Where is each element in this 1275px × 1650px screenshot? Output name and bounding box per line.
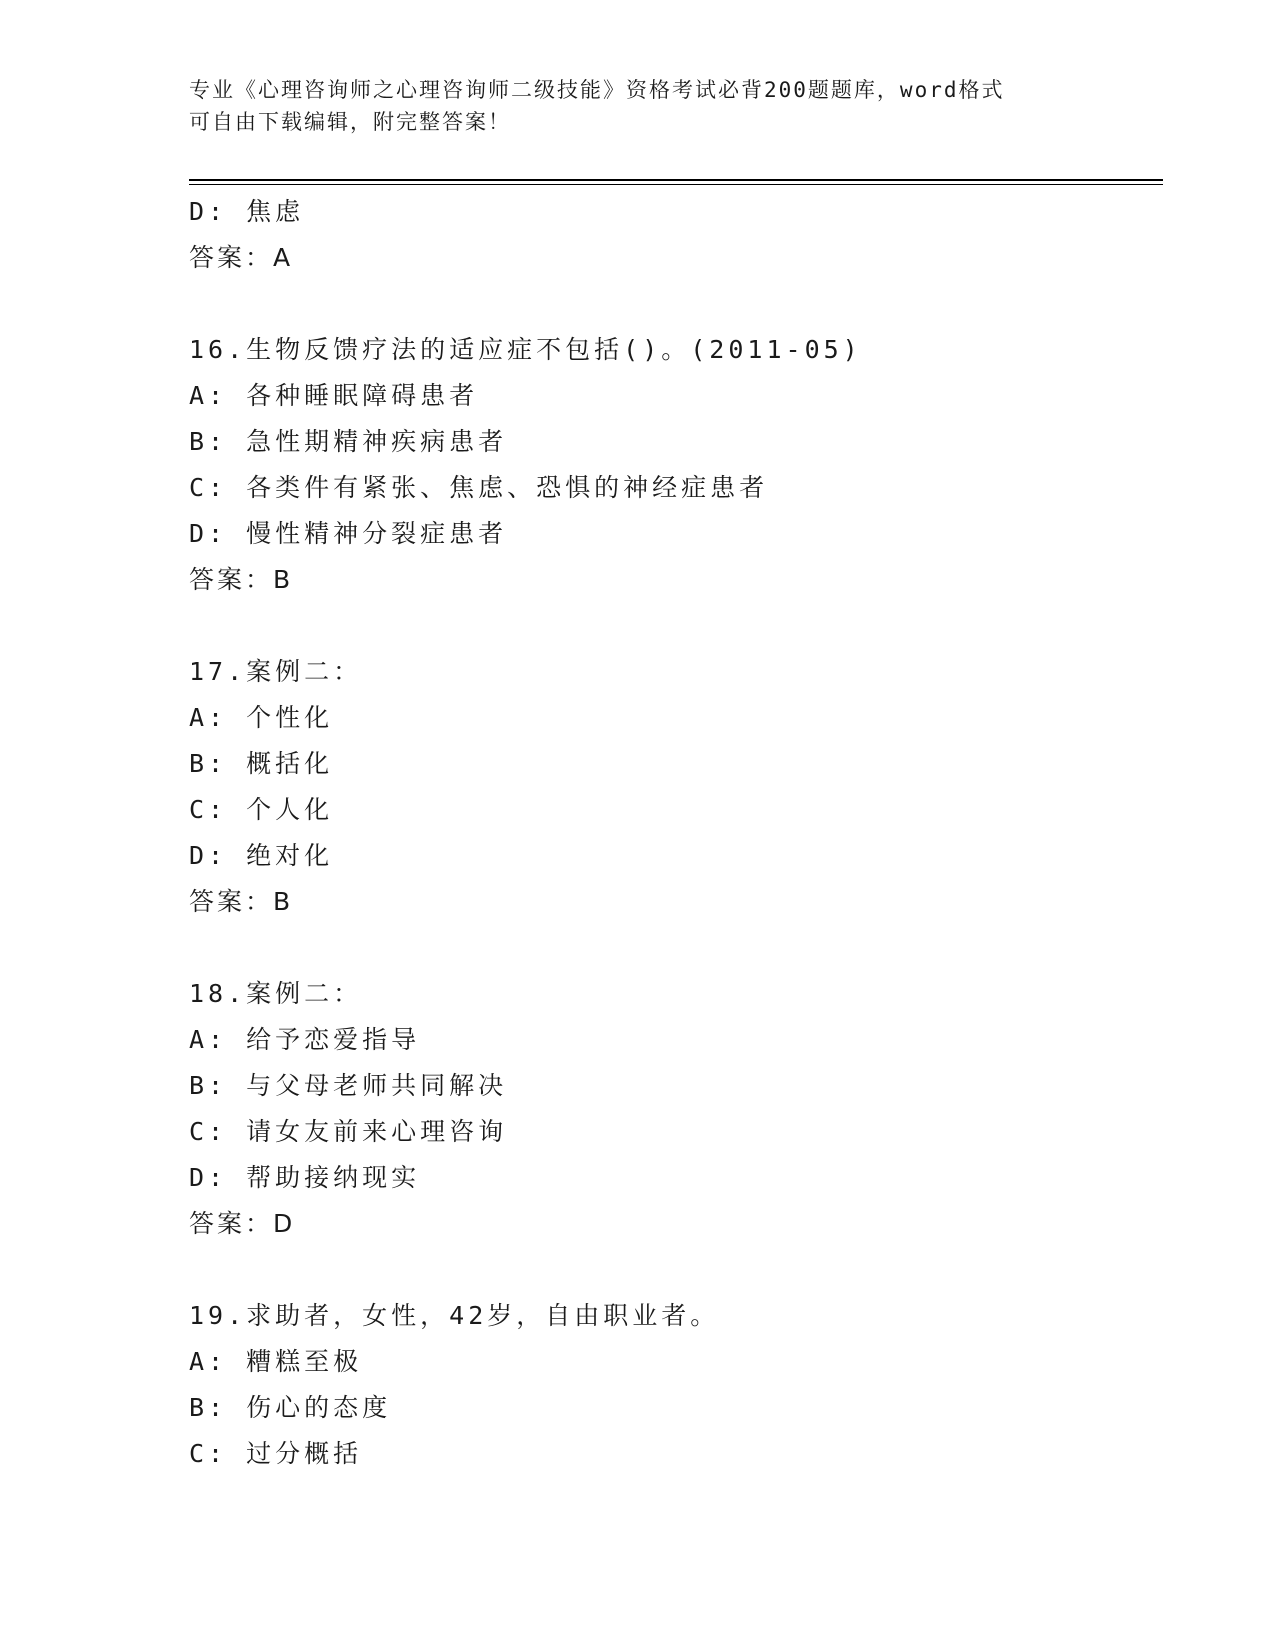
- option-text: 请女友前来心理咨询: [246, 1117, 508, 1146]
- option-d: [189, 511, 1129, 557]
- option-c: [189, 1109, 1129, 1155]
- option-text: 焦虑: [246, 197, 305, 226]
- option-label: B:: [189, 749, 228, 778]
- option-label: B:: [189, 1071, 228, 1100]
- option-label: C:: [189, 473, 228, 502]
- option-text: 伤心的态度: [246, 1393, 392, 1422]
- question-stem: [189, 327, 1129, 373]
- option-b: [189, 1385, 1129, 1431]
- option-text: 帮助接纳现实: [246, 1163, 421, 1192]
- option-a: [189, 1017, 1129, 1063]
- question-text: 求助者，女性，42岁，自由职业者。: [246, 1301, 720, 1330]
- answer-label: 答案：: [189, 1209, 274, 1238]
- answer-label: 答案：: [189, 565, 274, 594]
- header-title-line-2: 可自由下载编辑，附完整答案！: [189, 110, 511, 134]
- option-d: [189, 189, 1129, 235]
- option-text: 概括化: [246, 749, 334, 778]
- option-d: [189, 833, 1129, 879]
- answer-value: B: [273, 887, 294, 916]
- spacer: [189, 603, 1129, 649]
- question-block-16: [189, 327, 1129, 603]
- question-stem: [189, 971, 1129, 1017]
- option-text: 个性化: [246, 703, 334, 732]
- question-stem: [189, 649, 1129, 695]
- option-text: 绝对化: [246, 841, 334, 870]
- option-c: [189, 465, 1129, 511]
- answer-line: [189, 879, 1129, 925]
- option-c: [189, 1431, 1129, 1477]
- option-label: A:: [189, 1025, 228, 1054]
- question-list: [189, 189, 1129, 1477]
- option-b: [189, 1063, 1129, 1109]
- header-divider-thin: [189, 184, 1163, 185]
- question-block-19: [189, 1293, 1129, 1477]
- spacer: [189, 1247, 1129, 1293]
- option-text: 急性期精神疾病患者: [246, 427, 508, 456]
- option-label: D:: [189, 1163, 228, 1192]
- answer-value: D: [273, 1209, 296, 1238]
- page-header: [189, 74, 1089, 138]
- question-block-18: [189, 971, 1129, 1247]
- question-number: 17.: [189, 657, 247, 686]
- answer-line: [189, 1201, 1129, 1247]
- option-text: 个人化: [246, 795, 334, 824]
- option-a: [189, 695, 1129, 741]
- question-stem: [189, 1293, 1129, 1339]
- question-text: 案例二：: [246, 657, 363, 686]
- answer-value: B: [273, 565, 294, 594]
- spacer: [189, 925, 1129, 971]
- question-block-17: [189, 649, 1129, 925]
- header-title-line-1: 专业《心理咨询师之心理咨询师二级技能》资格考试必背200题题库，word格式: [189, 78, 1005, 102]
- option-a: [189, 1339, 1129, 1385]
- answer-label: 答案：: [189, 243, 274, 272]
- option-text: 给予恋爱指导: [246, 1025, 421, 1054]
- question-number: 19.: [189, 1301, 247, 1330]
- option-text: 过分概括: [246, 1439, 363, 1468]
- option-text: 糟糕至极: [246, 1347, 363, 1376]
- option-label: C:: [189, 1117, 228, 1146]
- option-label: A:: [189, 381, 228, 410]
- option-text: 慢性精神分裂症患者: [246, 519, 508, 548]
- answer-line: [189, 557, 1129, 603]
- option-b: [189, 741, 1129, 787]
- header-divider-thick: [189, 179, 1163, 181]
- option-label: C:: [189, 795, 228, 824]
- option-label: A:: [189, 1347, 228, 1376]
- option-b: [189, 419, 1129, 465]
- answer-line: [189, 235, 1129, 281]
- answer-label: 答案：: [189, 887, 274, 916]
- option-text: 各种睡眠障碍患者: [246, 381, 479, 410]
- option-label: B:: [189, 1393, 228, 1422]
- option-label: D:: [189, 841, 228, 870]
- option-label: A:: [189, 703, 228, 732]
- option-label: D:: [189, 197, 228, 226]
- question-text: 生物反馈疗法的适应症不包括()。(2011-05): [246, 335, 862, 364]
- option-text: 与父母老师共同解决: [246, 1071, 508, 1100]
- option-a: [189, 373, 1129, 419]
- question-number: 18.: [189, 979, 247, 1008]
- option-text: 各类件有紧张、焦虑、恐惧的神经症患者: [246, 473, 769, 502]
- question-block-prev: [189, 189, 1129, 281]
- option-label: D:: [189, 519, 228, 548]
- option-label: C:: [189, 1439, 228, 1468]
- question-text: 案例二：: [246, 979, 363, 1008]
- option-label: B:: [189, 427, 228, 456]
- option-c: [189, 787, 1129, 833]
- answer-value: A: [273, 243, 294, 272]
- question-number: 16.: [189, 335, 247, 364]
- option-d: [189, 1155, 1129, 1201]
- spacer: [189, 281, 1129, 327]
